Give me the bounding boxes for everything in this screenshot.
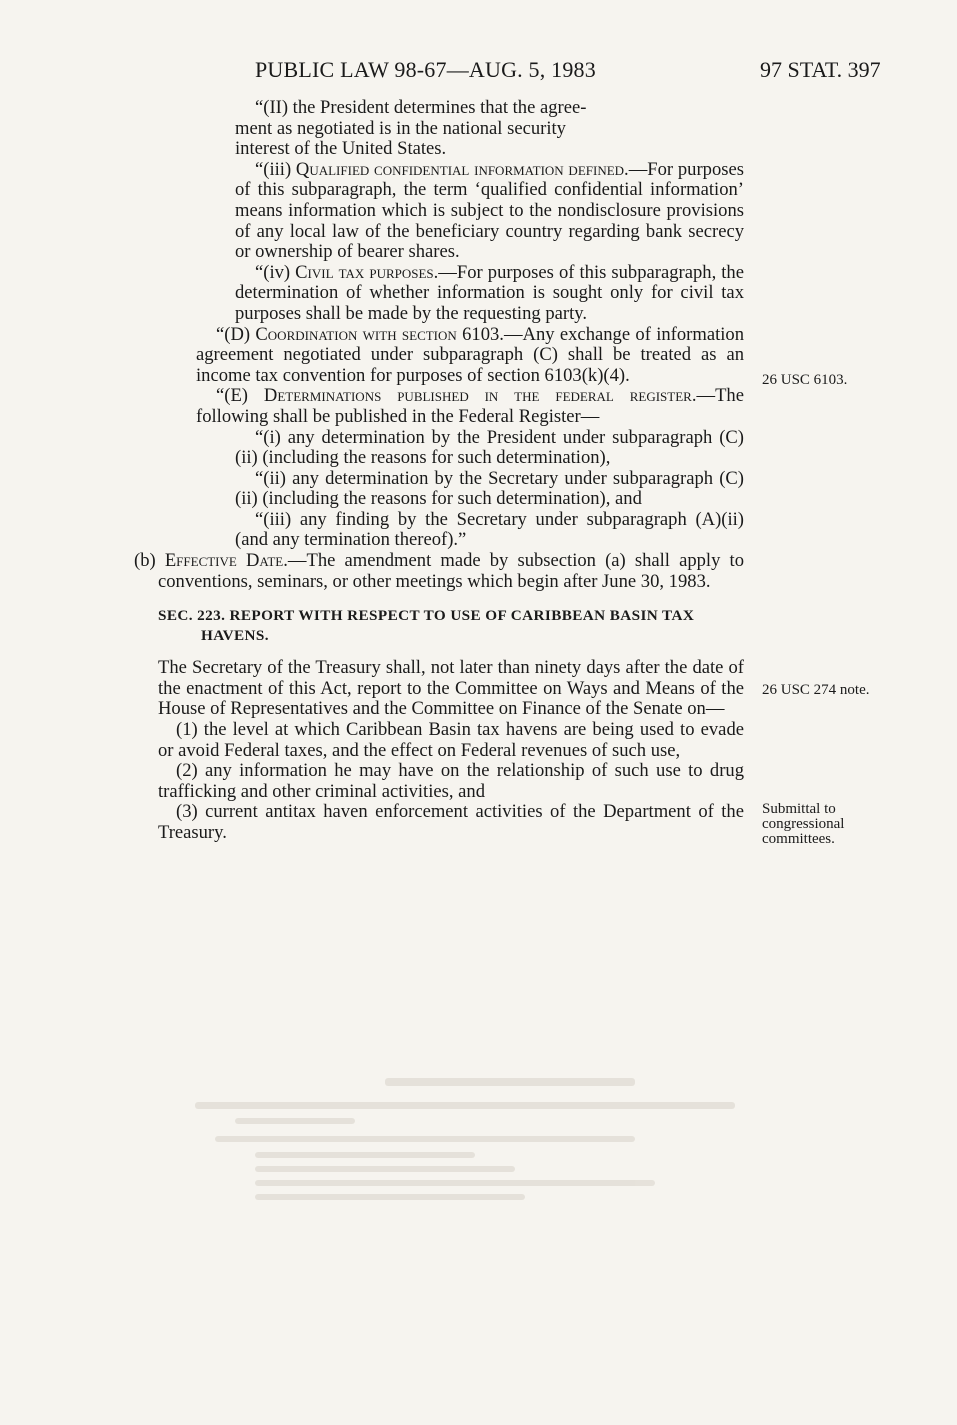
clause-ii-line2: ment as negotiated is in the national security [235,117,566,139]
clause-iv-text: —For purposes of this subparagraph, the determination of whether information is sought only for civil tax purposes shall be made by the requesting party. [235,261,744,324]
clause-iii-text: —For purposes of this subparagraph, the term ‘qualified confidential information’ means information which is subject to the nondisclosure provisions of any local law of the beneficiary country regarding bank secrecy or ownership of bearer shares. [235,158,744,263]
section-heading [158,606,744,646]
clause-iv-label: “(iv) [255,261,296,283]
subparagraph-e-label: “(E) [216,385,264,407]
subparagraph-e-item-iii: “(iii) any finding by the Secretary under subparagraph (A)(ii) (and any termination thereof).” [235,508,744,551]
section-heading-line2: HAVENS. [201,627,269,645]
body-text [134,97,744,844]
margin-note-26-usc-274: 26 USC 274 note. [762,682,870,698]
margin-note-submittal-line1: Submittal to [762,801,836,817]
subparagraph-d [158,325,744,387]
show-through-texture [195,1070,735,1220]
margin-note-submittal-line3: committees. [762,831,835,847]
section-item-1: (1) the level at which Caribbean Basin tax havens are being used to evade or avoid Federal taxes, and the effect on Federal revenues of such use, [158,719,744,761]
subparagraph-d-heading: Coordination with section 6103. [255,323,504,345]
section-item-3: (3) current antitax haven enforcement activities of the Department of the Treasury. [158,801,744,843]
clause-iii-label: “(iii) [255,158,296,180]
subparagraph-e-item-i: “(i) any determination by the President under subparagraph (C)(ii) (including the reasons for such determination), [235,426,744,469]
clause-iv [158,263,744,325]
clause-iv-heading: Civil tax purposes. [295,261,439,283]
subsection-b [134,550,744,592]
subparagraph-e-heading: Determinations published in the federal register. [263,385,697,407]
subsection-b-label: (b) [134,550,165,572]
show-through-lines [195,1070,735,1220]
subparagraph-d-text: —Any exchange of information agreement negotiated under subparagraph (C) shall be treated as an income tax convention for purposes of section 6103(k)(4). [196,323,744,386]
margin-note-submittal [762,802,844,847]
subparagraph-e-text: —The following shall be published in the Federal Register— [196,385,744,427]
subparagraph-e-item-ii: “(ii) any determination by the Secretary under subparagraph (C)(ii) (including the reasons for such determination), and [235,467,744,510]
clause-iii [158,160,744,263]
margin-note-submittal-line2: congressional [762,816,845,832]
clause-ii-line1: “(II) the President determines that the agree- [255,97,587,118]
subparagraph-e [158,386,744,427]
section-item-2: (2) any information he may have on the relationship of such use to drug trafficking and other criminal activities, and [158,760,744,802]
margin-note-26-usc-6103: 26 USC 6103. [762,372,848,388]
subsection-b-heading: Effective Date. [164,550,288,572]
subsection-b-text: —The amendment made by subsection (a) shall apply to conventions, seminars, or other meetings which begin after June 30, 1983. [158,550,744,592]
subparagraph-d-label: “(D) [216,323,256,345]
clause-ii-line3: interest of the United States. [235,138,447,160]
running-header-title: PUBLIC LAW 98-67—AUG. 5, 1983 [255,57,596,82]
section-intro: The Secretary of the Treasury shall, not later than ninety days after the date of the enactment of this Act, report to the Committee on Ways and Means of the House of Representatives and the Committee on Finance of the Senate on— [158,657,744,720]
section-heading-line1: SEC. 223. REPORT WITH RESPECT TO USE OF CARIBBEAN BASIN TAX [158,607,695,625]
page-number: 97 STAT. 397 [760,57,881,82]
clause-iii-heading: Qualified confidential information defined. [295,158,629,180]
